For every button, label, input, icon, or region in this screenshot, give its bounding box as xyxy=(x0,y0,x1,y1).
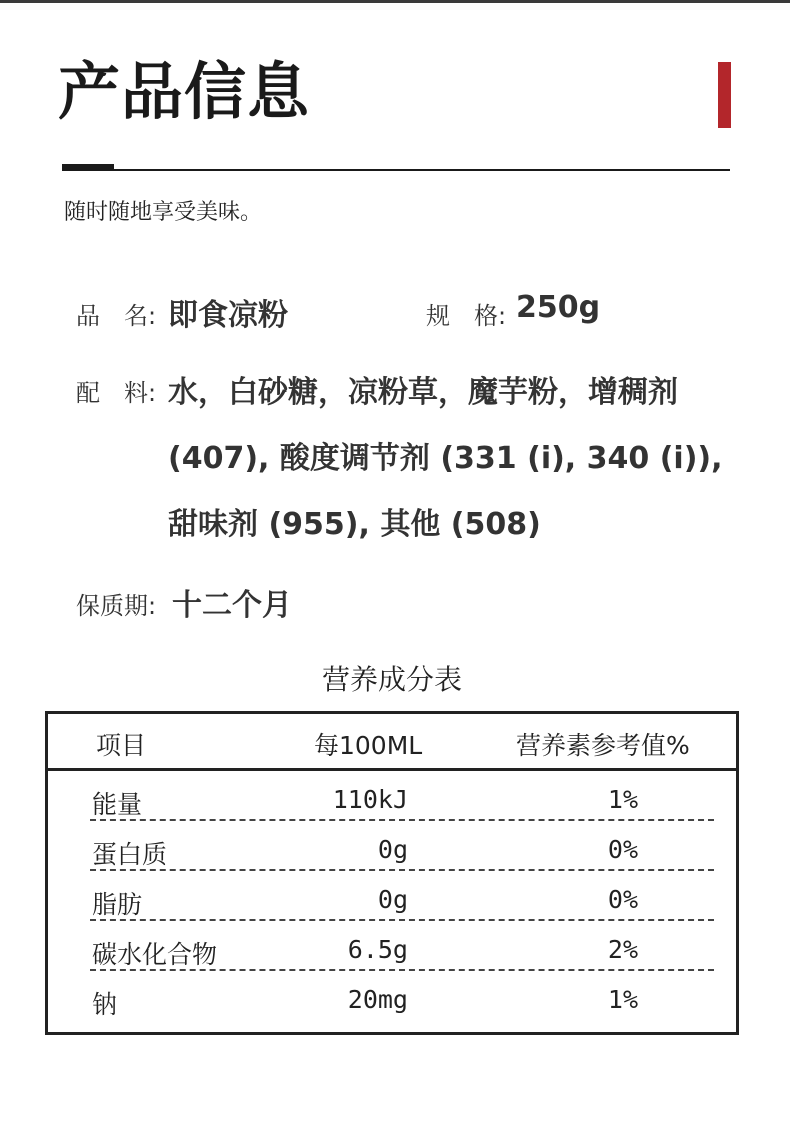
accent-bar xyxy=(718,62,731,128)
title-divider xyxy=(62,169,730,171)
table-row xyxy=(48,921,736,971)
row-nrv: 1% xyxy=(607,785,638,814)
row-per100: 0g xyxy=(377,885,408,914)
table-header xyxy=(48,714,736,771)
top-border xyxy=(0,0,790,3)
header-item: 项目 xyxy=(96,731,147,760)
row-item: 钠 xyxy=(92,990,118,1019)
shelf-life-label: 保质期: xyxy=(76,592,157,620)
ingredients-label: 配 料: xyxy=(76,379,157,407)
row-per100: 6.5g xyxy=(347,935,408,964)
row-nrv: 1% xyxy=(607,985,638,1014)
table-row xyxy=(48,821,736,871)
title-divider-accent xyxy=(62,164,114,171)
product-name-value: 即食凉粉 xyxy=(168,298,288,333)
tagline: 随时随地享受美味。 xyxy=(64,200,263,225)
shelf-life-value: 十二个月 xyxy=(172,588,292,623)
header-per100ml: 每100ML xyxy=(314,731,423,760)
row-item: 脂肪 xyxy=(92,890,143,919)
spec-value: 250g xyxy=(516,290,601,325)
row-per100: 0g xyxy=(377,835,408,864)
table-row xyxy=(48,771,736,821)
row-per100: 110kJ xyxy=(332,785,408,814)
row-nrv: 0% xyxy=(607,885,638,914)
product-name-label: 品 名: xyxy=(76,302,157,330)
row-item: 能量 xyxy=(92,790,143,819)
row-nrv: 0% xyxy=(607,835,638,864)
nutrition-table-title: 营养成分表 xyxy=(321,663,462,696)
page-title: 产品信息 xyxy=(58,55,311,128)
header-nrv: 营养素参考值% xyxy=(516,731,690,760)
nutrition-table xyxy=(45,711,739,1035)
table-row xyxy=(48,871,736,921)
row-nrv: 2% xyxy=(607,935,638,964)
row-per100: 20mg xyxy=(347,985,408,1014)
ingredients-value: 水，白砂糖，凉粉草，魔芋粉，增稠剂 (407), 酸度调节剂 (331 (i), 340 (i)), 甜味剂 (955), 其他 (508) xyxy=(168,375,723,542)
row-item: 碳水化合物 xyxy=(92,940,218,969)
row-item: 蛋白质 xyxy=(92,840,168,869)
spec-label: 规 格: xyxy=(426,302,507,330)
table-row xyxy=(48,971,736,1021)
